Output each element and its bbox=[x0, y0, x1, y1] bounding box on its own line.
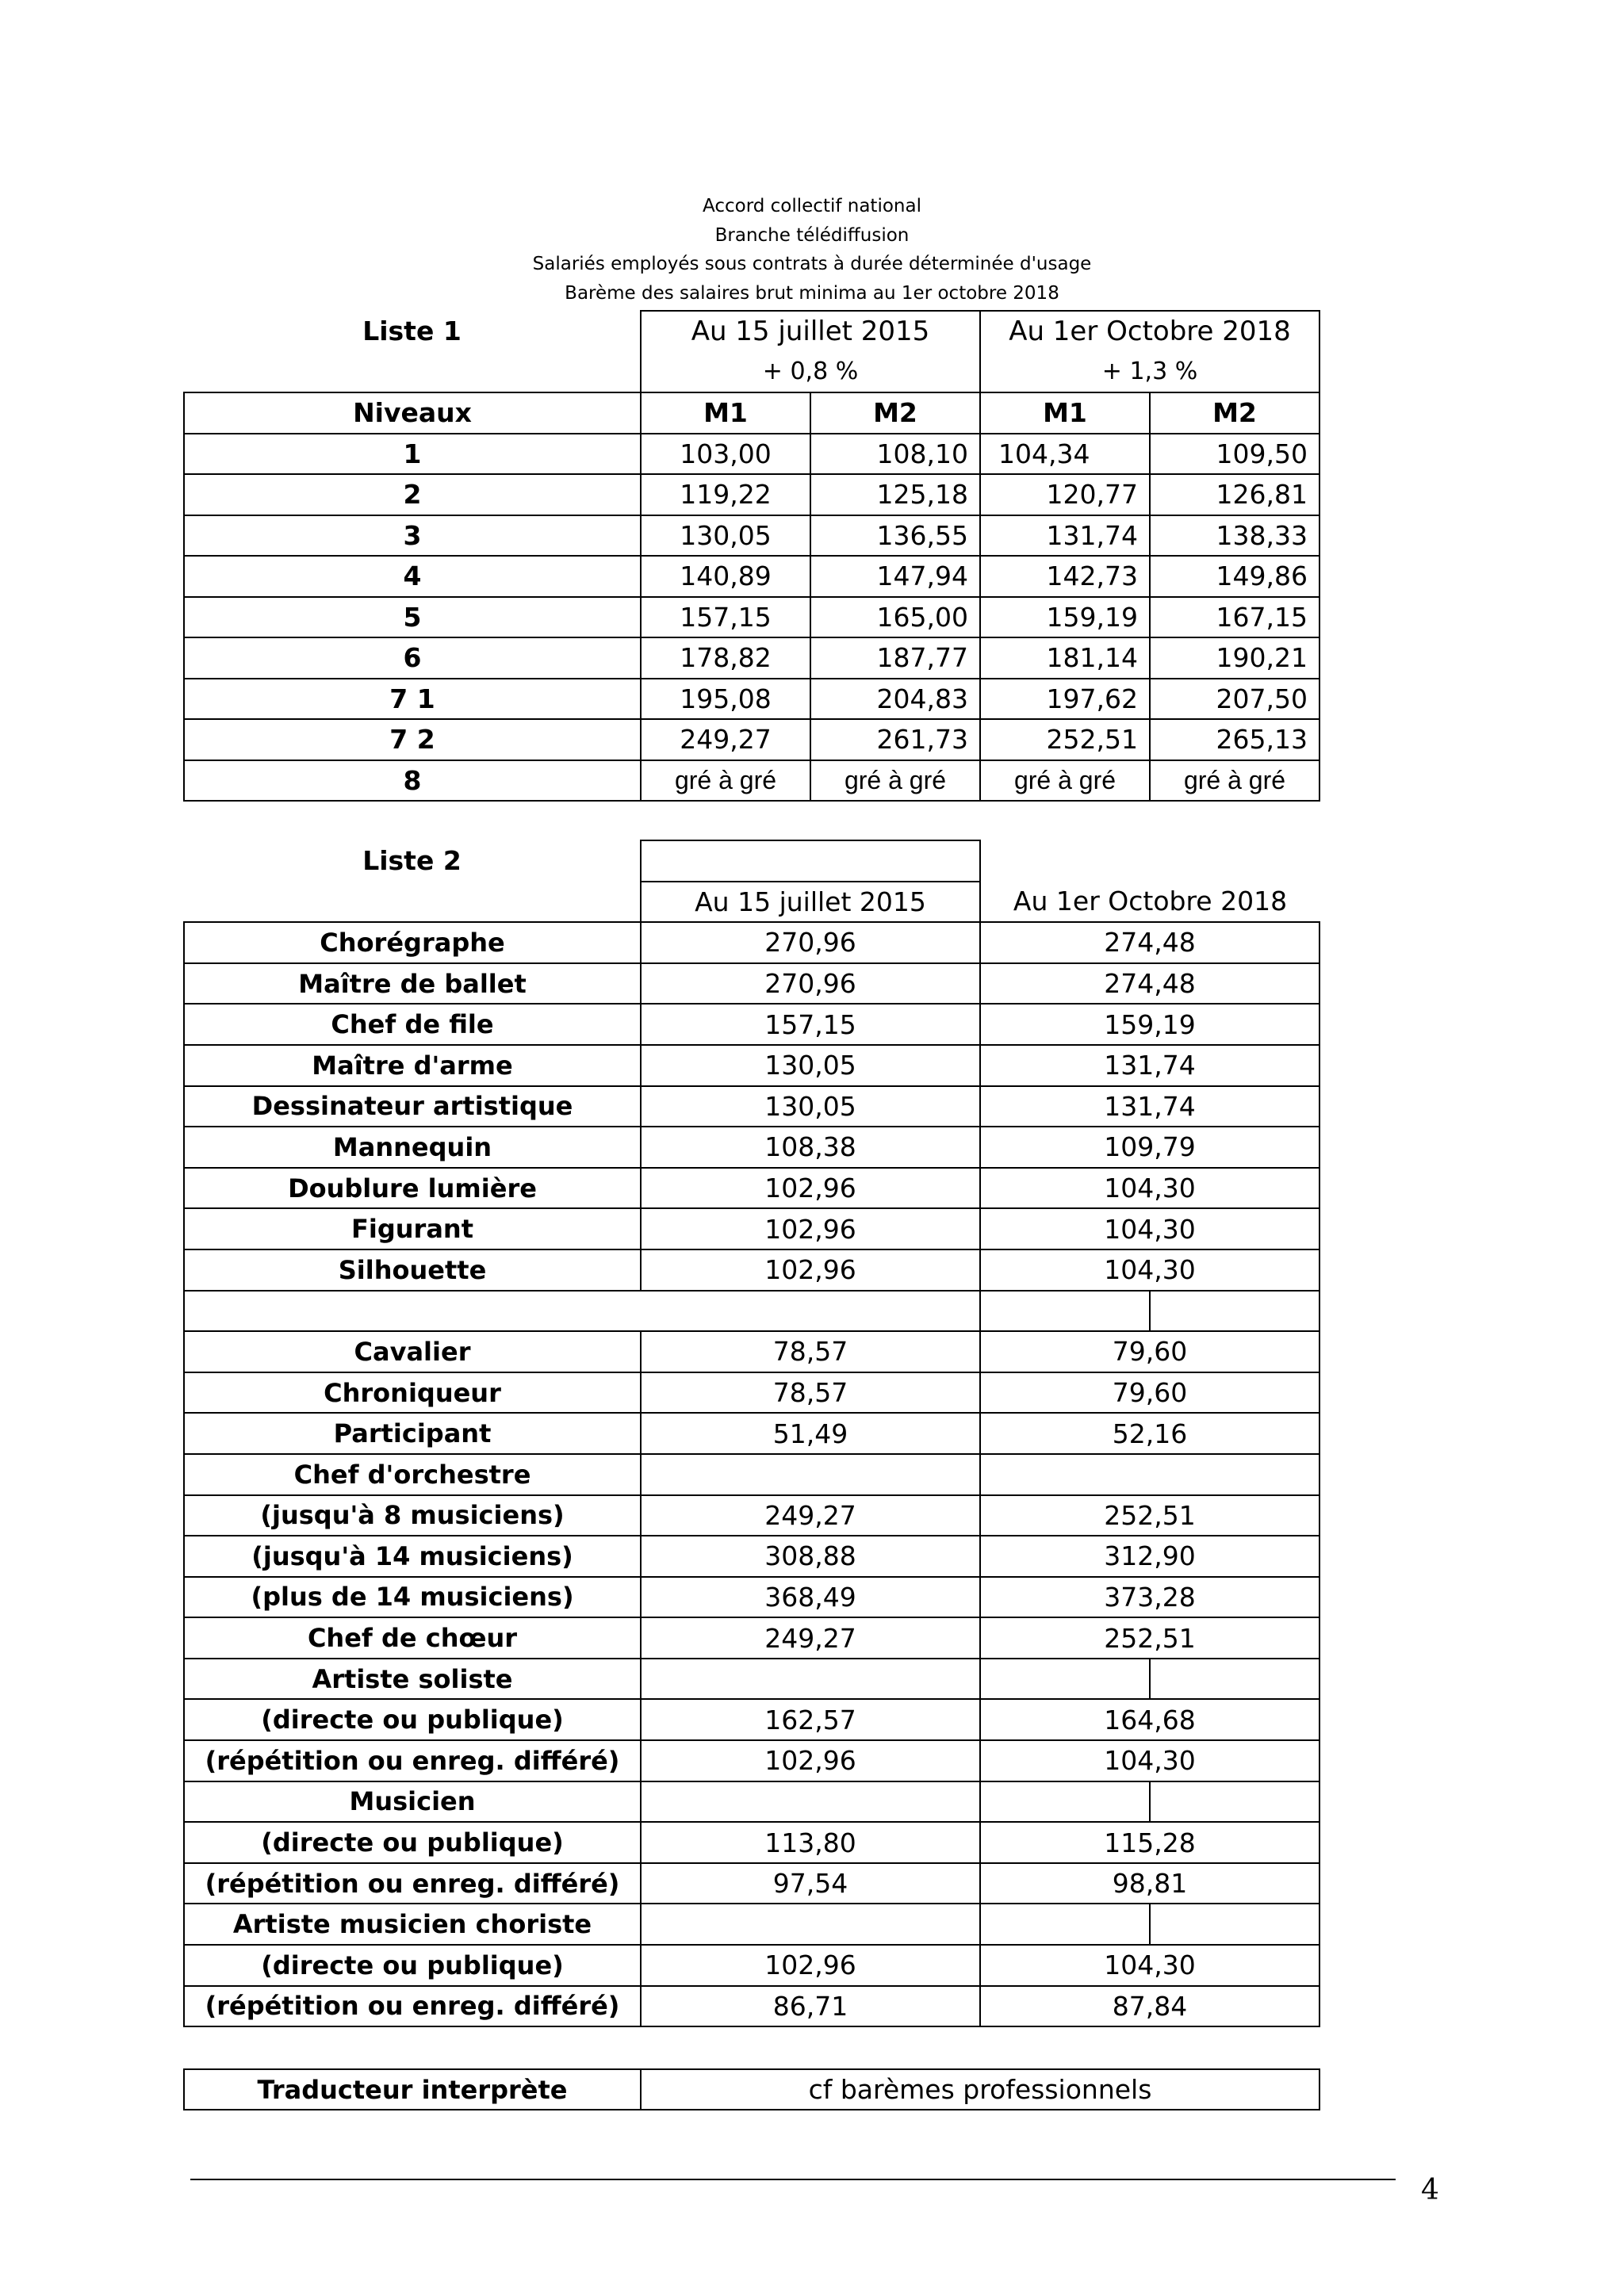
value-cell: 190,21 bbox=[1150, 637, 1320, 679]
value-cell: 165,00 bbox=[810, 597, 980, 638]
header-line-2: Branche télédiffusion bbox=[714, 224, 910, 246]
value-cell: 197,62 bbox=[980, 679, 1150, 720]
value-cell bbox=[641, 1659, 980, 1700]
liste2-row bbox=[184, 1045, 1320, 1086]
value-cell: 157,15 bbox=[641, 597, 810, 638]
role-cell: (directe ou publique) bbox=[184, 1945, 641, 1986]
value-cell: 104,30 bbox=[980, 1208, 1320, 1249]
value-cell: 261,73 bbox=[810, 719, 980, 760]
liste2-row bbox=[184, 963, 1320, 1004]
liste1-row bbox=[184, 556, 1320, 597]
value-cell: 138,33 bbox=[1150, 515, 1320, 557]
role-cell: Musicien bbox=[184, 1781, 641, 1823]
value-cell: 103,00 bbox=[641, 434, 810, 475]
value-cell: 373,28 bbox=[980, 1577, 1320, 1618]
value-cell: 109,79 bbox=[980, 1127, 1320, 1168]
liste2-row bbox=[184, 1086, 1320, 1127]
value-cell: 167,15 bbox=[1150, 597, 1320, 638]
value-cell: 181,14 bbox=[980, 637, 1150, 679]
role-cell: Maître d'arme bbox=[184, 1045, 641, 1086]
liste2-row bbox=[184, 922, 1320, 963]
liste2-row bbox=[184, 1249, 1320, 1291]
liste1-pct-2015: + 0,8 % bbox=[641, 352, 980, 393]
col-header-m1-2015: M1 bbox=[641, 392, 810, 434]
liste2-row bbox=[184, 1454, 1320, 1495]
value-cell: 126,81 bbox=[1150, 474, 1320, 515]
role-cell: Chef de chœur bbox=[184, 1617, 641, 1659]
niveau-cell: 6 bbox=[184, 637, 641, 679]
liste2-row bbox=[184, 1577, 1320, 1618]
liste2-row bbox=[184, 1331, 1320, 1372]
value-cell: 204,83 bbox=[810, 679, 980, 720]
value-cell: 102,96 bbox=[641, 1249, 980, 1291]
liste2-period-2018: Au 1er Octobre 2018 bbox=[1013, 886, 1288, 917]
role-cell: Artiste soliste bbox=[184, 1659, 641, 1700]
col-header-m2-2015: M2 bbox=[810, 392, 980, 434]
liste2-row bbox=[184, 1127, 1320, 1168]
niveau-cell: 4 bbox=[184, 556, 641, 597]
role-cell: Cavalier bbox=[184, 1331, 641, 1372]
value-cell: 178,82 bbox=[641, 637, 810, 679]
value-cell: 102,96 bbox=[641, 1740, 980, 1781]
liste2-label: Liste 2 bbox=[362, 845, 462, 877]
col-header-niveaux: Niveaux bbox=[184, 392, 641, 434]
value-cell: 159,19 bbox=[980, 597, 1150, 638]
liste1-row bbox=[184, 434, 1320, 475]
value-cell: 131,74 bbox=[980, 1086, 1320, 1127]
value-cell: 249,27 bbox=[641, 1495, 980, 1536]
niveau-cell: 8 bbox=[184, 760, 641, 802]
liste2-row bbox=[184, 1699, 1320, 1740]
role-cell: (jusqu'à 8 musiciens) bbox=[184, 1495, 641, 1536]
value-cell: gré à gré bbox=[1150, 760, 1320, 802]
header-line-4: Barème des salaires brut minima au 1er octobre 2018 bbox=[565, 282, 1059, 304]
value-cell: 274,48 bbox=[980, 963, 1320, 1004]
liste2-row bbox=[184, 1945, 1320, 1986]
value-cell: 140,89 bbox=[641, 556, 810, 597]
value-cell: 312,90 bbox=[980, 1536, 1320, 1577]
liste2-row bbox=[184, 1413, 1320, 1454]
value-cell: 136,55 bbox=[810, 515, 980, 557]
value-cell: 207,50 bbox=[1150, 679, 1320, 720]
value-cell: 308,88 bbox=[641, 1536, 980, 1577]
value-cell: 130,05 bbox=[641, 1086, 980, 1127]
value-cell: 368,49 bbox=[641, 1577, 980, 1618]
role-cell: Traducteur interprète bbox=[184, 2069, 641, 2110]
value-cell: 270,96 bbox=[641, 963, 980, 1004]
value-cell: 79,60 bbox=[980, 1331, 1320, 1372]
liste2-row bbox=[184, 1659, 1320, 1700]
value-cell: 249,27 bbox=[641, 719, 810, 760]
liste1-row bbox=[184, 515, 1320, 557]
value-cell: 125,18 bbox=[810, 474, 980, 515]
niveau-cell: 7 2 bbox=[184, 719, 641, 760]
liste2-row bbox=[184, 1168, 1320, 1209]
value-cell bbox=[980, 1454, 1320, 1495]
role-cell: Mannequin bbox=[184, 1127, 641, 1168]
role-cell: Chef de file bbox=[184, 1004, 641, 1045]
value-cell: 97,54 bbox=[641, 1863, 980, 1904]
value-cell: 86,71 bbox=[641, 1986, 980, 2027]
separator-row bbox=[184, 1291, 1320, 1332]
value-cell: 162,57 bbox=[641, 1699, 980, 1740]
liste1-row bbox=[184, 597, 1320, 638]
role-cell: Chef d'orchestre bbox=[184, 1454, 641, 1495]
liste2-row bbox=[184, 1822, 1320, 1863]
value-cell: 147,94 bbox=[810, 556, 980, 597]
value-cell: 119,22 bbox=[641, 474, 810, 515]
niveau-cell: 1 bbox=[184, 434, 641, 475]
liste2-row bbox=[184, 1495, 1320, 1536]
value-cell: 265,13 bbox=[1150, 719, 1320, 760]
role-cell: Silhouette bbox=[184, 1249, 641, 1291]
role-cell: Artiste musicien choriste bbox=[184, 1904, 641, 1945]
role-cell: Dessinateur artistique bbox=[184, 1086, 641, 1127]
role-cell: Chroniqueur bbox=[184, 1372, 641, 1414]
value-cell: gré à gré bbox=[810, 760, 980, 802]
liste1-row bbox=[184, 719, 1320, 760]
value-cell: 252,51 bbox=[980, 1495, 1320, 1536]
liste2-row bbox=[184, 1372, 1320, 1414]
col-header-m1-2018: M1 bbox=[980, 392, 1150, 434]
role-cell: (répétition ou enreg. différé) bbox=[184, 1740, 641, 1781]
value-cell: 113,80 bbox=[641, 1822, 980, 1863]
value-cell bbox=[641, 1454, 980, 1495]
value-cell: 195,08 bbox=[641, 679, 810, 720]
value-cell: 159,19 bbox=[980, 1004, 1320, 1045]
col-header-m2-2018: M2 bbox=[1150, 392, 1320, 434]
liste1-row bbox=[184, 637, 1320, 679]
value-cell: 252,51 bbox=[980, 1617, 1320, 1659]
liste2-row bbox=[184, 1617, 1320, 1659]
value-cell: 51,49 bbox=[641, 1413, 980, 1454]
value-cell: 130,05 bbox=[641, 1045, 980, 1086]
role-cell: (répétition ou enreg. différé) bbox=[184, 1863, 641, 1904]
value-cell: 130,05 bbox=[641, 515, 810, 557]
role-cell: (jusqu'à 14 musiciens) bbox=[184, 1536, 641, 1577]
liste2-row bbox=[184, 1986, 1320, 2027]
liste2-row bbox=[184, 1740, 1320, 1781]
value-cell: 115,28 bbox=[980, 1822, 1320, 1863]
value-cell: 87,84 bbox=[980, 1986, 1320, 2027]
liste2-period-2015: Au 15 juillet 2015 bbox=[641, 882, 980, 923]
value-cell: 52,16 bbox=[980, 1413, 1320, 1454]
footer-rule bbox=[190, 2179, 1396, 2180]
value-cell bbox=[641, 1904, 980, 1945]
liste2-row bbox=[184, 1536, 1320, 1577]
value-cell: 164,68 bbox=[980, 1699, 1320, 1740]
value-cell: 109,50 bbox=[1150, 434, 1320, 475]
liste1-label: Liste 1 bbox=[362, 316, 462, 347]
value-cell: gré à gré bbox=[980, 760, 1150, 802]
liste1-row bbox=[184, 760, 1320, 802]
liste1-pct-2018: + 1,3 % bbox=[980, 352, 1320, 393]
liste2-row bbox=[184, 1781, 1320, 1823]
role-cell: Doublure lumière bbox=[184, 1168, 641, 1209]
traducteur-table bbox=[183, 2068, 1320, 2110]
traducteur-row bbox=[184, 2069, 1320, 2110]
role-cell: (directe ou publique) bbox=[184, 1699, 641, 1740]
value-cell: 108,38 bbox=[641, 1127, 980, 1168]
value-cell: 131,74 bbox=[980, 1045, 1320, 1086]
niveau-cell: 3 bbox=[184, 515, 641, 557]
liste1-row bbox=[184, 679, 1320, 720]
value-cell: 102,96 bbox=[641, 1945, 980, 1986]
value-cell: 104,30 bbox=[980, 1740, 1320, 1781]
value-cell: 187,77 bbox=[810, 637, 980, 679]
role-cell: (plus de 14 musiciens) bbox=[184, 1577, 641, 1618]
niveau-cell: 2 bbox=[184, 474, 641, 515]
header-line-3: Salariés employés sous contrats à durée déterminée d'usage bbox=[532, 254, 1092, 274]
value-cell: 104,30 bbox=[980, 1945, 1320, 1986]
value-cell: 249,27 bbox=[641, 1617, 980, 1659]
document-header bbox=[0, 192, 1624, 308]
liste1-period-2018: Au 1er Octobre 2018 bbox=[980, 311, 1320, 352]
liste1-row bbox=[184, 474, 1320, 515]
role-cell: Figurant bbox=[184, 1208, 641, 1249]
value-cell: 274,48 bbox=[980, 922, 1320, 963]
liste1-table bbox=[183, 310, 1320, 802]
liste2-row bbox=[184, 1904, 1320, 1945]
value-cell bbox=[641, 1781, 980, 1823]
value-cell: 79,60 bbox=[980, 1372, 1320, 1414]
value-cell: 104,30 bbox=[980, 1168, 1320, 1209]
liste2-row bbox=[184, 1208, 1320, 1249]
value-cell: 131,74 bbox=[980, 515, 1150, 557]
value-cell: 78,57 bbox=[641, 1372, 980, 1414]
value-cell: 157,15 bbox=[641, 1004, 980, 1045]
value-cell: 270,96 bbox=[641, 922, 980, 963]
role-cell: Participant bbox=[184, 1413, 641, 1454]
page-number: 4 bbox=[1421, 2174, 1439, 2206]
value-cell: 142,73 bbox=[980, 556, 1150, 597]
role-cell: (répétition ou enreg. différé) bbox=[184, 1986, 641, 2027]
role-cell: (directe ou publique) bbox=[184, 1822, 641, 1863]
value-cell: 252,51 bbox=[980, 719, 1150, 760]
niveau-cell: 7 1 bbox=[184, 679, 641, 720]
liste2-row bbox=[184, 1863, 1320, 1904]
value-cell: 102,96 bbox=[641, 1168, 980, 1209]
liste2-row bbox=[184, 1004, 1320, 1045]
value-cell: 104,34 bbox=[980, 434, 1150, 475]
header-line-1: Accord collectif national bbox=[703, 196, 921, 216]
liste1-period-2015: Au 15 juillet 2015 bbox=[641, 311, 980, 352]
liste2-table bbox=[183, 840, 1320, 2027]
value-cell: 78,57 bbox=[641, 1331, 980, 1372]
value-cell: 104,30 bbox=[980, 1249, 1320, 1291]
role-cell: Chorégraphe bbox=[184, 922, 641, 963]
value-cell: 98,81 bbox=[980, 1863, 1320, 1904]
role-cell: Maître de ballet bbox=[184, 963, 641, 1004]
value-cell: 149,86 bbox=[1150, 556, 1320, 597]
value-cell: gré à gré bbox=[641, 760, 810, 802]
value-cell: 120,77 bbox=[980, 474, 1150, 515]
value-cell: 102,96 bbox=[641, 1208, 980, 1249]
niveau-cell: 5 bbox=[184, 597, 641, 638]
value-cell: cf barèmes professionnels bbox=[641, 2069, 1320, 2110]
value-cell: 108,10 bbox=[810, 434, 980, 475]
